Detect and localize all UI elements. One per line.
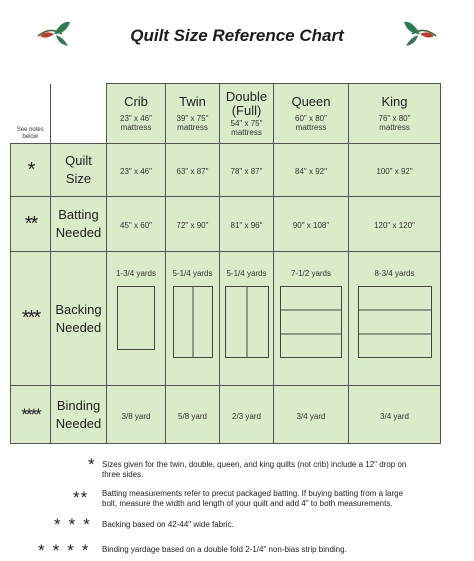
row-label: Binding Needed <box>55 397 102 431</box>
table-cell: 5-1/4 yards <box>226 269 267 278</box>
table-cell: 84" x 92" <box>295 167 327 176</box>
row-quilt-size <box>11 144 441 197</box>
asterisk-marker: **** <box>21 404 40 424</box>
footnote-text: Sizes given for the twin, double, queen, and king quilts (not crib) include a 12" drop on <box>102 460 407 469</box>
notes-label: See notes below <box>11 84 51 144</box>
table-cell: 7-1/2 yards <box>290 269 332 278</box>
column-header-queen <box>274 84 349 144</box>
table-cell: 8-3/4 yards <box>374 269 415 278</box>
column-header-king <box>349 84 441 144</box>
asterisk-marker: * <box>27 158 34 181</box>
table-cell: 72" x 90" <box>176 221 209 230</box>
table-cell: 1-3/4 yards <box>115 269 157 278</box>
footnote-marker: * <box>88 455 96 474</box>
table-cell: 2/3 yard <box>232 411 261 421</box>
column-name: King <box>381 94 408 109</box>
mattress-dimensions: 23" x 46" <box>120 114 152 123</box>
row-label: Backing Needed <box>55 301 102 335</box>
mattress-dimensions: 60" x 80" <box>295 114 327 123</box>
table-cell: 3/4 yard <box>296 411 326 421</box>
row-backing-needed <box>11 252 441 386</box>
footnote-marker: *** <box>54 515 98 534</box>
mattress-dimensions: 54" x 75" <box>230 119 263 128</box>
row-label: Batting Needed <box>55 207 102 240</box>
table-cell: 5/8 yard <box>178 411 207 421</box>
table-cell: 5-1/4 yards <box>172 269 213 278</box>
page-title: Quilt Size Reference Chart <box>130 26 344 45</box>
backing-panel-diagram <box>280 286 342 358</box>
mattress-dimensions: 39" x 75" <box>176 114 209 123</box>
table-cell: 63" x 87" <box>176 167 209 176</box>
table-cell: 3/8 yard <box>121 411 151 421</box>
column-name: Double (Full) <box>225 89 268 118</box>
row-binding-needed <box>11 386 441 444</box>
backing-panel-diagram <box>173 286 213 358</box>
footnote-text: Backing based on 42-44" wide fabric. <box>102 520 234 529</box>
table-cell: 45" x 60" <box>120 221 152 230</box>
column-name: Queen <box>291 94 331 109</box>
row-label: Quilt Size <box>65 153 92 186</box>
footnote-text: three sides. <box>102 470 144 479</box>
table-cell: 90" x 108" <box>292 221 330 230</box>
table-cell: 78" x 87" <box>230 167 263 176</box>
footnote-text: bolt, measure the width and length of your quilt and add 4" to both measurements. <box>102 499 393 508</box>
mattress-label: mattress <box>231 128 262 137</box>
table-cell: 81" x 96" <box>230 221 263 230</box>
footnote-marker: ** <box>73 488 89 507</box>
column-header-twin <box>166 84 220 144</box>
mattress-label: mattress <box>177 123 208 132</box>
quilt-size-table <box>10 83 441 444</box>
header-row <box>11 84 441 144</box>
mattress-label: mattress <box>295 123 327 132</box>
asterisk-marker: ** <box>24 212 37 235</box>
leaf-sprig-icon <box>30 16 76 50</box>
table-cell: 3/4 yard <box>380 411 409 421</box>
column-name: Twin <box>179 94 206 109</box>
row-batting-needed <box>11 197 441 252</box>
footnote-text: Binding yardage based on a double fold 2-1/4" non-bias strip binding. <box>102 545 347 554</box>
backing-panel-diagram <box>117 286 155 350</box>
backing-panel-diagram <box>225 286 269 358</box>
column-header-double <box>220 84 274 144</box>
asterisk-marker: *** <box>21 307 40 329</box>
column-name: Crib <box>124 94 148 109</box>
table-cell: 120" x 120" <box>374 221 415 230</box>
mattress-dimensions: 76" x 80" <box>378 114 411 123</box>
table-cell: 23" x 46" <box>120 167 152 176</box>
table-cell: 100" x 92" <box>376 167 413 176</box>
footnote-marker: **** <box>38 541 97 560</box>
leaf-sprig-icon <box>398 16 444 50</box>
footnote-text: Batting measurements refer to precut packaged batting. If buying batting from a large <box>102 489 404 498</box>
backing-panel-diagram <box>358 286 432 358</box>
mattress-label: mattress <box>120 123 152 132</box>
mattress-label: mattress <box>379 123 410 132</box>
column-header-crib <box>107 84 166 144</box>
